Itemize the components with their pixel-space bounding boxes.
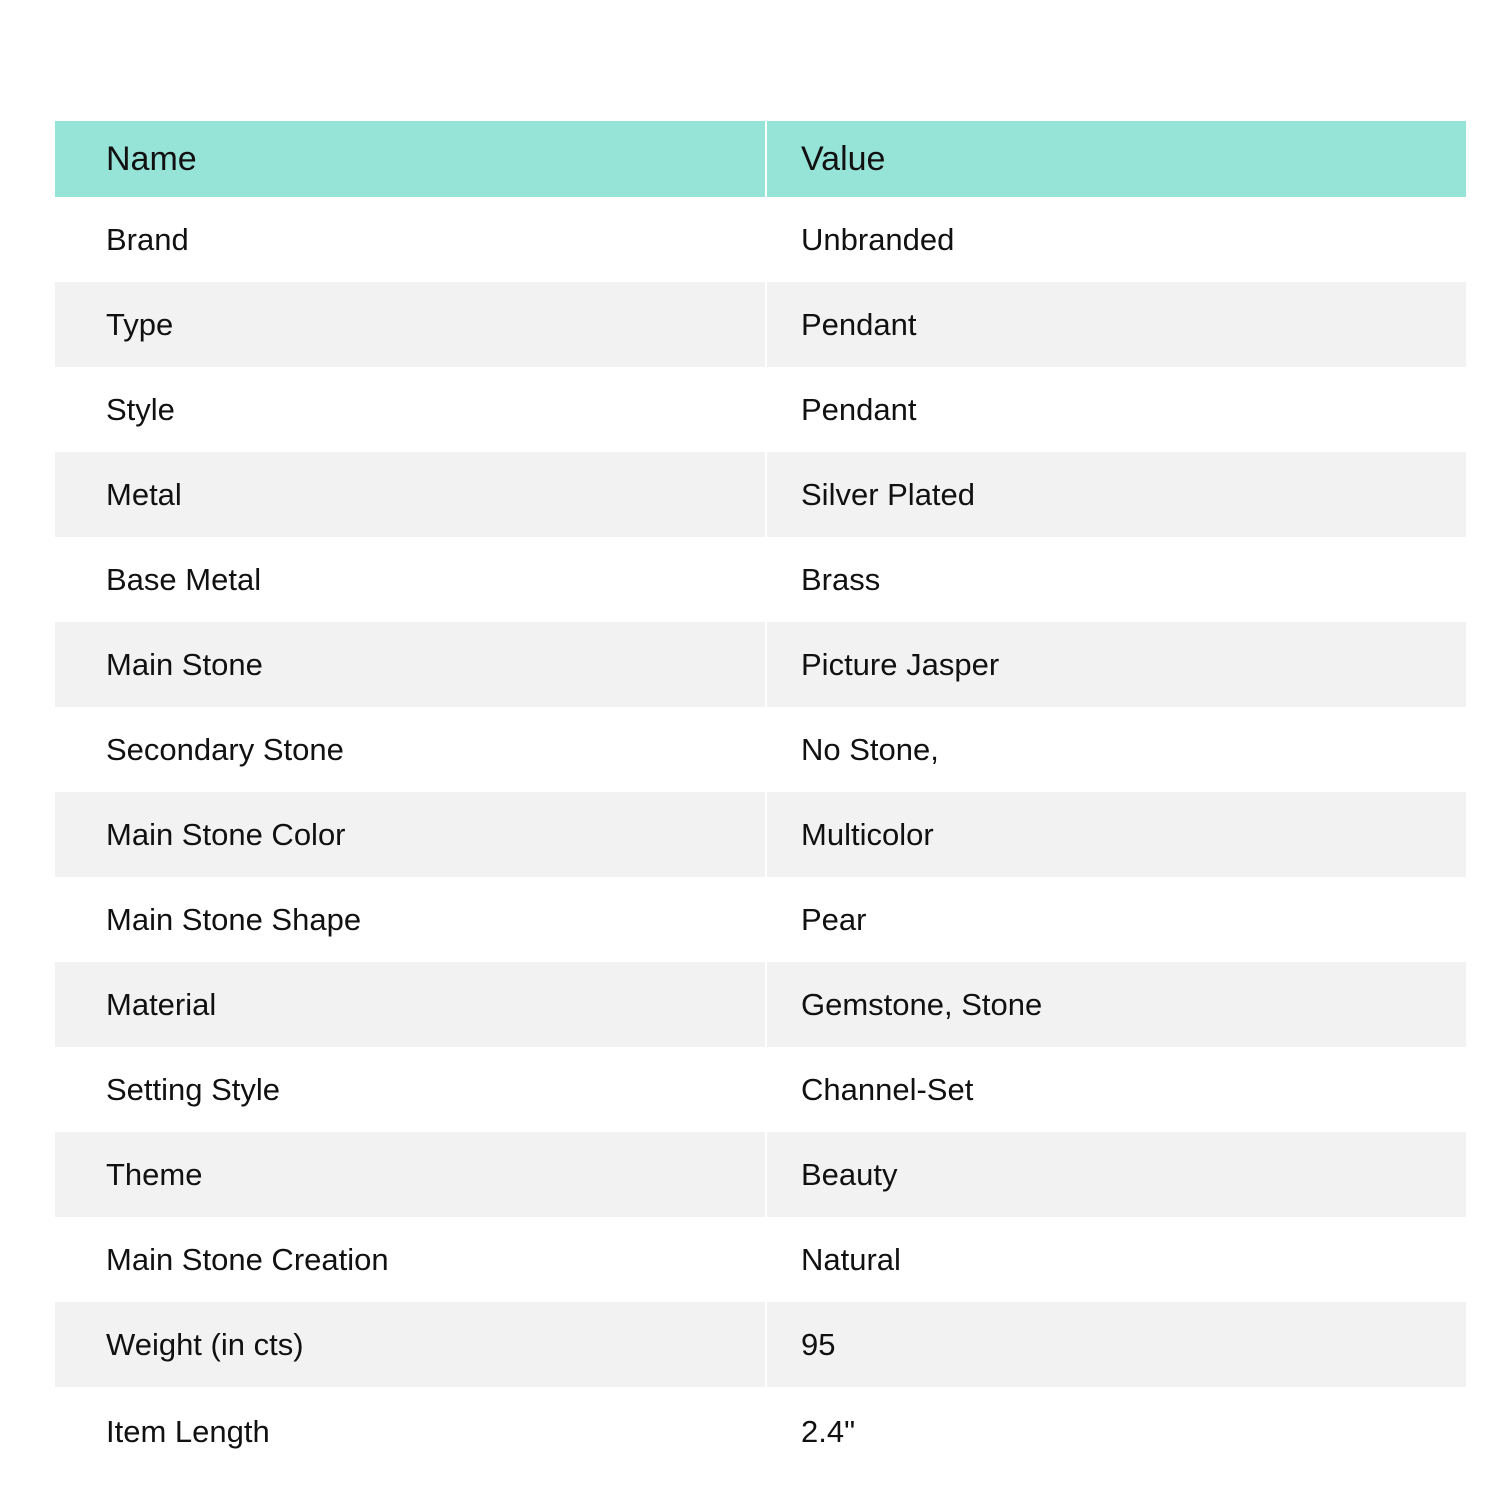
row-name-cell: Theme	[106, 1157, 203, 1192]
table-row	[55, 282, 1466, 367]
row-value-cell: No Stone,	[801, 732, 939, 767]
row-value-cell: Beauty	[801, 1157, 898, 1192]
table-row	[55, 367, 1466, 452]
row-name-cell: Metal	[106, 477, 182, 512]
table-row	[55, 707, 1466, 792]
table-row	[55, 1217, 1466, 1302]
row-name-cell: Main Stone	[106, 647, 263, 682]
row-value-cell: Pendant	[801, 307, 917, 342]
row-value-cell: Pendant	[801, 392, 917, 427]
row-name-cell: Setting Style	[106, 1072, 281, 1107]
row-name-cell: Secondary Stone	[106, 732, 344, 767]
row-name-cell: Item Length	[106, 1413, 270, 1449]
row-name-cell: Main Stone Color	[106, 817, 346, 852]
row-value-cell: Picture Jasper	[801, 647, 1000, 682]
table-row	[55, 452, 1466, 537]
table-row	[55, 792, 1466, 877]
table-header-row	[55, 121, 1466, 197]
row-name-cell: Material	[106, 987, 217, 1022]
table-row	[55, 962, 1466, 1047]
row-value-cell: Brass	[801, 562, 881, 597]
row-name-cell: Style	[106, 392, 175, 427]
table-body	[55, 197, 1466, 1475]
table-row	[55, 622, 1466, 707]
table-row	[55, 1302, 1466, 1387]
row-value-cell: Unbranded	[801, 222, 955, 257]
table-row	[55, 1047, 1466, 1132]
row-value-cell: Gemstone, Stone	[801, 987, 1043, 1022]
row-value-cell: 95	[801, 1327, 836, 1362]
table-row	[55, 197, 1466, 282]
row-name-cell: Type	[106, 307, 174, 342]
row-name-cell: Main Stone Shape	[106, 902, 362, 937]
item-specifics-table	[55, 121, 1466, 1475]
table-row	[55, 877, 1466, 962]
table-row	[55, 1387, 1466, 1475]
table-row	[55, 1132, 1466, 1217]
row-name-cell: Base Metal	[106, 562, 262, 597]
header-name: Name	[106, 140, 197, 178]
row-value-cell: Multicolor	[801, 817, 934, 852]
row-value-cell: Natural	[801, 1242, 901, 1277]
row-value-cell: Channel-Set	[801, 1072, 974, 1107]
table-row	[55, 537, 1466, 622]
row-name-cell: Brand	[106, 222, 189, 257]
row-name-cell: Main Stone Creation	[106, 1242, 389, 1277]
row-value-cell: 2.4"	[801, 1413, 856, 1449]
row-name-cell: Weight (in cts)	[106, 1327, 304, 1362]
row-value-cell: Pear	[801, 902, 867, 937]
row-value-cell: Silver Plated	[801, 477, 976, 512]
header-value: Value	[801, 140, 886, 178]
